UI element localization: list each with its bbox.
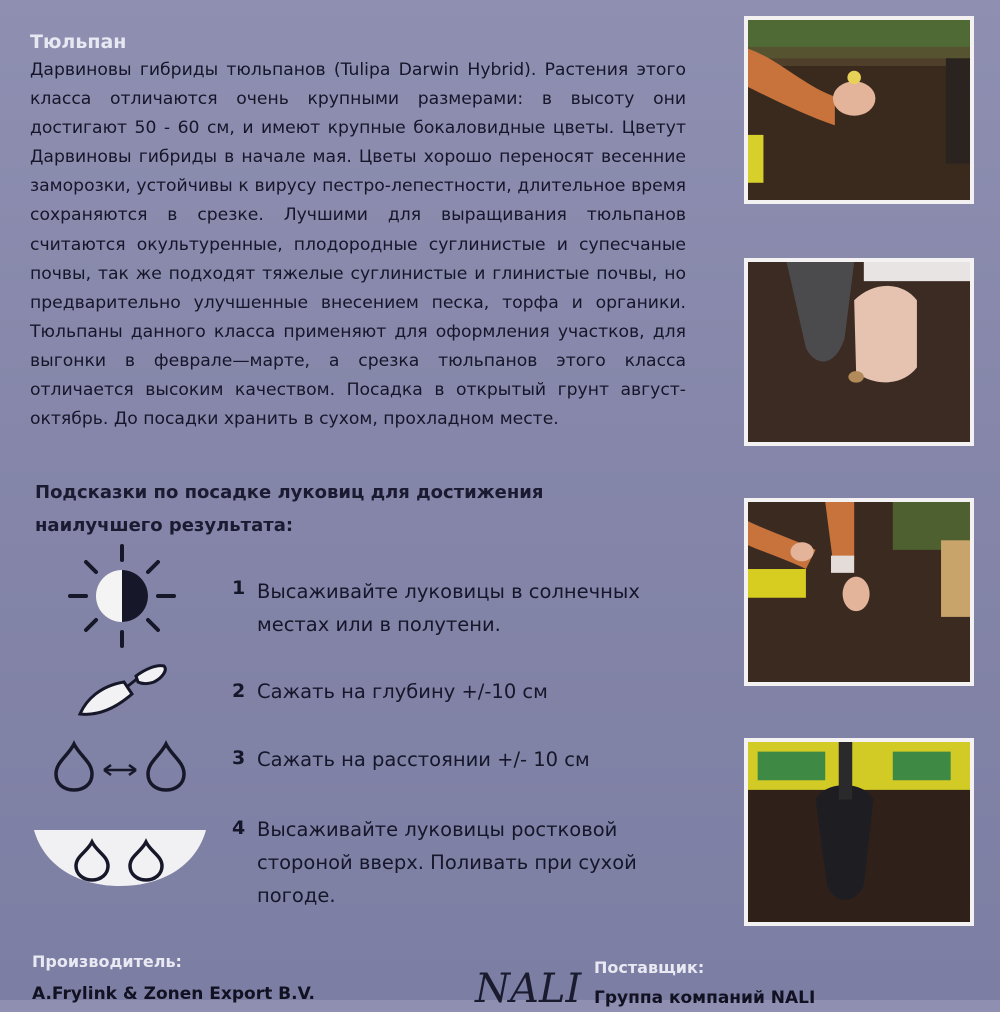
tips-heading <box>35 476 655 542</box>
photo-planting-bulb <box>744 16 974 204</box>
tip-2-text <box>257 675 697 708</box>
tips-heading-line1: Подсказки по посадке луковиц для достижения <box>35 482 544 503</box>
photo-trowel-icon <box>748 742 970 922</box>
tips-heading-line2: наилучшего результата: <box>35 515 294 536</box>
tip-4-text <box>257 813 697 912</box>
tip-2-line1: Сажать на глубину +/-10 см <box>257 680 548 703</box>
tip-4-line3: погоде. <box>257 884 336 907</box>
tip-1-line2: местах или в полутени. <box>257 613 501 636</box>
bulbs-upright-icon <box>32 826 208 890</box>
nali-logo: NALI <box>475 966 582 1012</box>
product-description: Дарвиновы гибриды тюльпанов (Tulipa Darwin Hybrid). Растения этого класса отличаются очень крупными размерами: в высоту они достигают 50 - 60 см, и имеют крупные бокаловидные цветы. Цветут Дарвиновы гибриды в начале мая. Цветы хорошо переносят весенние заморозки, устойчивы к вирусу пестро-лепестности, длительное время сохраняются в срезке. Лучшими для выращивания тюльпанов считаются окультуренные, плодородные суглинистые и супесчаные почвы, так же подходят тяжелые суглинистые и глинистые почвы, но предварительно улучшенные внесением песка, торфа и органики. Тюльпаны данного класса применяют для оформления участков, для выгонки в феврале—марте, а срезка тюльпанов этого класса отличается высоким качеством. Посадка в открытый грунт август-октябрь. До посадки хранить в сухом, прохладном месте. <box>30 60 686 430</box>
photo-placing-bulb-in-soil <box>744 258 974 446</box>
bulb-spacing-icon <box>50 740 192 792</box>
tip-3-line1: Сажать на расстоянии +/- 10 см <box>257 748 590 771</box>
tip-1-number: 1 <box>232 577 246 599</box>
tip-2-number: 2 <box>232 680 246 702</box>
manufacturer-label: Производитель: <box>32 952 182 971</box>
photo-kneeling-planting <box>744 498 974 686</box>
sun-half-shade-icon <box>66 542 178 650</box>
photo-hand-with-bulb-icon <box>748 20 970 200</box>
tip-1-text <box>257 575 697 641</box>
tip-4-line2: стороной вверх. Поливать при сухой <box>257 851 637 874</box>
supplier-label: Поставщик: <box>594 958 705 977</box>
tip-1-line1: Высаживайте луковицы в солнечных <box>257 580 640 603</box>
tip-3-number: 3 <box>232 747 246 769</box>
photo-hand-in-soil-icon <box>748 262 970 442</box>
photo-kneeling-icon <box>748 502 970 682</box>
trowel-icon <box>72 660 172 722</box>
tip-4-line1: Высаживайте луковицы ростковой <box>257 818 618 841</box>
supplier-value: Группа компаний NALI <box>594 988 816 1008</box>
manufacturer-value: A.Frylink & Zonen Export B.V. <box>32 984 315 1004</box>
product-title: Тюльпан <box>30 31 127 53</box>
tip-4-number: 4 <box>232 817 246 839</box>
tip-3-text <box>257 743 697 776</box>
photo-trowel-in-ground <box>744 738 974 926</box>
